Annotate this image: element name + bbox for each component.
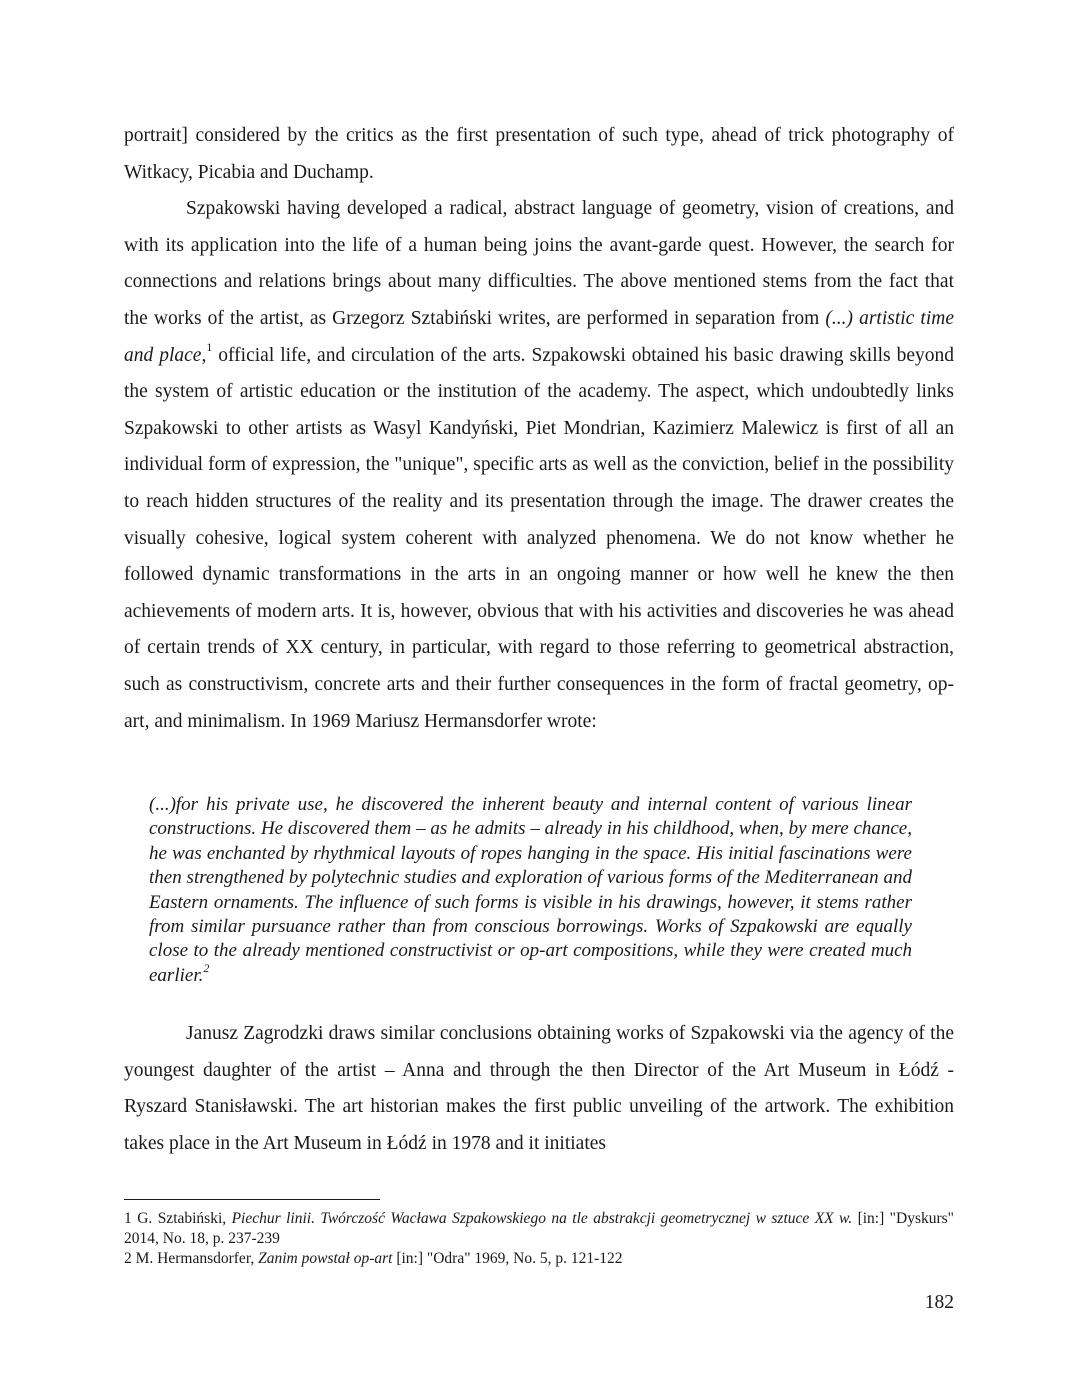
footnote-2-author: M. Hermansdorfer,	[135, 1250, 255, 1267]
footnote-2	[124, 1249, 954, 1269]
paragraph-2-quote-italic: (...) artistic time and place,	[124, 307, 954, 366]
footnote-2-source: [in:] "Odra" 1969, No. 5, p. 121-122	[396, 1250, 623, 1267]
footnote-ref-1[interactable]: 1	[206, 340, 213, 355]
paragraph-2-text-a: Szpakowski having developed a radical, abstract language of geometry, vision of creations, and with its application into the life of a human being joins the avant-garde quest. However, the search for connections and relations brings about many difficulties. The above mentioned stems from the fact that the works of the artist, as Grzegorz Sztabiński writes, are performed in separation from	[124, 198, 954, 329]
block-quote-text: (...)for his private use, he discovered the inherent beauty and internal content of various linear constructions. He discovered them – as he admits – already in his childhood, when, by mere chance, he was enchanted by rhythmical layouts of ropes hanging in the space. His initial fascinations were then strengthened by polytechnic studies and exploration of various forms of the Mediterranean and Eastern ornaments. The influence of such forms is visible in his drawings, however, it stems rather from similar pursuance rather than from conscious borrowings. Works of Szpakowski are equally close to the already mentioned constructivist or op-art compositions, while they were created much earlier.	[149, 794, 912, 986]
footnote-1-source: [in:] "Dyskurs" 2014, No. 18, p. 237-239	[124, 1210, 955, 1247]
block-quote	[149, 793, 912, 988]
footnote-1-author: G. Sztabiński,	[137, 1210, 227, 1227]
page-number: 182	[924, 1292, 954, 1313]
footnotes	[124, 1209, 954, 1269]
footnote-1	[124, 1209, 954, 1249]
paragraph-1: portrait] considered by the critics as the first presentation of such type, ahead of trick photography of Witkacy, Picabia and Duchamp.	[124, 125, 954, 183]
paragraph-2-text-b: official life, and circulation of the arts. Szpakowski obtained his basic drawing skills beyond the system of artistic education or the institution of the academy. The aspect, which undoubtedly links Szpakowski to other artists as Wasyl Kandyński, Piet Mondrian, Kazimierz Malewicz is first of all an individual form of expression, the "unique", specific arts as well as the conviction, belief in the possibility to reach hidden structures of the reality and its presentation through the image. The drawer creates the visually cohesive, logical system coherent with analyzed phenomena. We do not know whether he followed dynamic transformations in the arts in an ongoing manner or how well he knew the then achievements of modern arts. It is, however, obvious that with his activities and discoveries he was ahead of certain trends of XX century, in particular, with regard to those referring to geometrical abstraction, such as constructivism, concrete arts and their further consequences in the form of fractal geometry, op-art, and minimalism. In 1969 Mariusz Hermansdorfer wrote:	[124, 344, 954, 732]
footnote-divider	[124, 1199, 380, 1200]
footnote-1-number: 1	[124, 1210, 132, 1227]
paragraph-3: Janusz Zagrodzki draws similar conclusions obtaining works of Szpakowski via the agency of the youngest daughter of the artist – Anna and through the then Director of the Art Museum in Łódź - Ryszard Stanisławski. The art historian makes the first public unveiling of the artwork. The exhibition takes place in the Art Museum in Łódź in 1978 and it initiates	[124, 1023, 954, 1154]
main-body-text	[124, 118, 954, 740]
footnote-2-title: Zanim powstał op-art	[258, 1250, 393, 1267]
paragraph-2	[124, 191, 954, 740]
footnote-ref-2[interactable]: 2	[203, 960, 210, 975]
footnote-1-title: Piechur linii. Twórczość Wacława Szpakowskiego na tle abstrakcji geometrycznej w sztuce XX w.	[231, 1210, 853, 1227]
footnote-2-number: 2	[124, 1250, 132, 1267]
